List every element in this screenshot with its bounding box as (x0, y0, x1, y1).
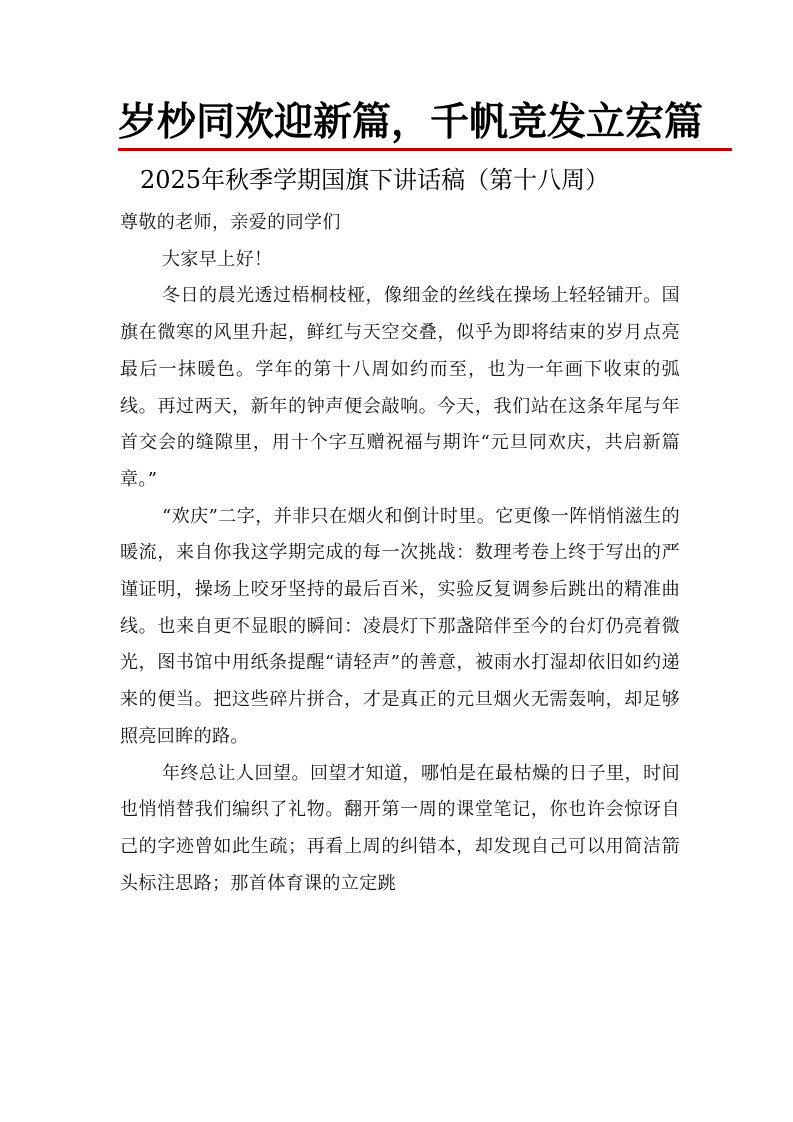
paragraph-3: 年终总让人回望。回望才知道，哪怕是在最枯燥的日子里，时间也悄悄替我们编织了礼物。翻开第一周的课堂笔记，你也许会惊讶自己的字迹曾如此生疏；再看上周的纠错本，却发现自己可以用简洁箭头标注思路；那首体育课的立定跳 (120, 762, 680, 894)
speech-body (120, 205, 680, 902)
salutation: 尊敬的老师，亲爱的同学们 (120, 212, 341, 233)
document-subtitle: 2025年秋季学期国旗下讲话稿（第十八周） (140, 166, 610, 194)
paragraph-2: “欢庆”二字，并非只在烟火和倒计时里。它更像一阵悄悄滋生的暖流，来自你我这学期完成的每一次挑战：数理考卷上终于写出的严谨证明，操场上咬牙坚持的最后百米，实验反复调参后跳出的精准曲线。也来自更不显眼的瞬间：凌晨灯下那盏陪伴至今的台灯仍亮着微光，图书馆中用纸条提醒“请轻声”的善意，被雨水打湿却依旧如约递来的便当。把这些碎片拼合，才是真正的元旦烟火无需轰响，却足够照亮回眸的路。 (120, 505, 680, 747)
title-underline (118, 148, 732, 151)
paragraph-1: 冬日的晨光透过梧桐枝桠，像细金的丝线在操场上轻轻铺开。国旗在微寒的风里升起，鲜红与天空交叠，似乎为即将结束的岁月点亮最后一抹暖色。学年的第十八周如约而至，也为一年画下收束的弧线。再过两天，新年的钟声便会敲响。今天，我们站在这条年尾与年首交会的缝隙里，用十个字互赠祝福与期许“元旦同欢庆，共启新篇章。” (120, 285, 680, 490)
document-title: 岁杪同欢迎新篇，千帆竞发立宏篇 (118, 100, 704, 145)
greeting: 大家早上好！ (162, 248, 273, 270)
